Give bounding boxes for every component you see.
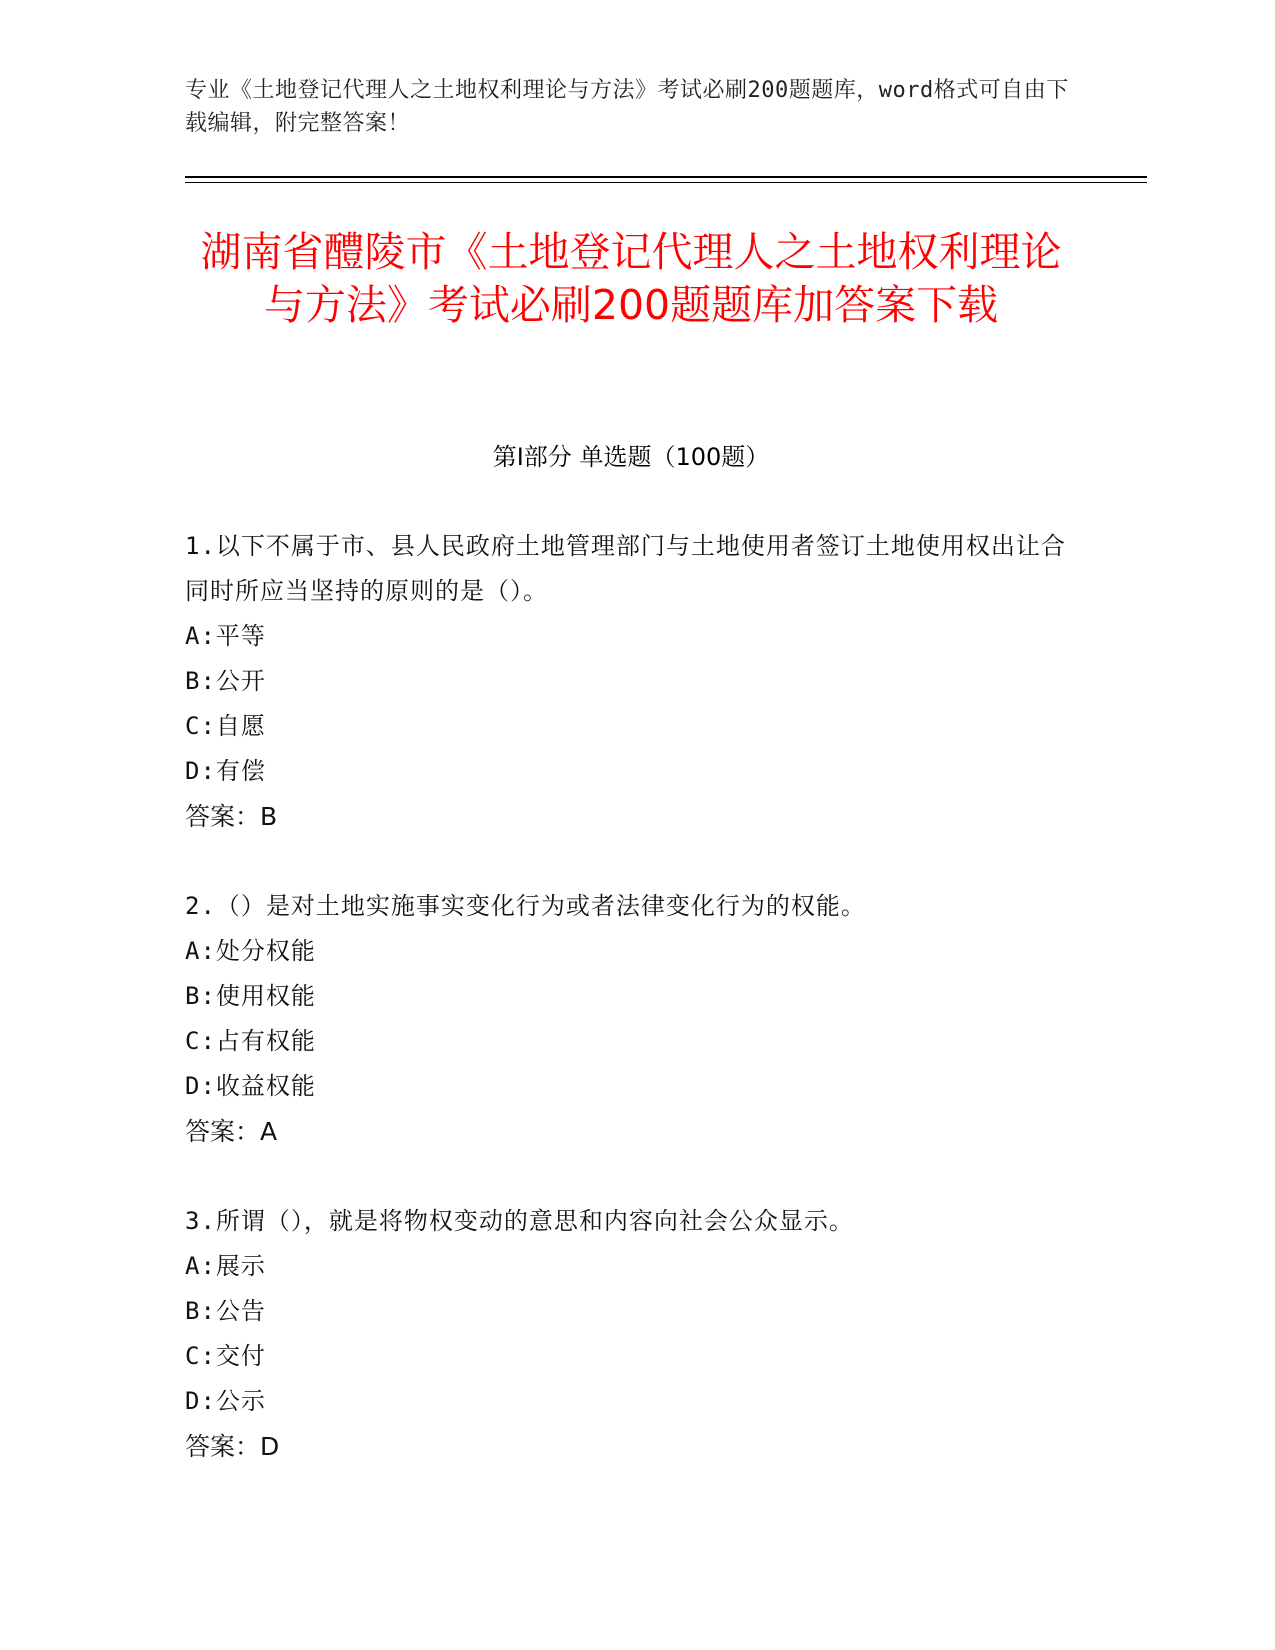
question-block <box>185 524 1075 839</box>
option-b: B:公告 <box>185 1297 266 1325</box>
section-heading: 第I部分 单选题（100题） <box>492 443 770 471</box>
header-divider-thin <box>185 182 1147 183</box>
option-a: A:展示 <box>185 1252 266 1280</box>
header-note: 专业《土地登记代理人之土地权利理论与方法》考试必刷200题题库，word格式可自由下载编辑，附完整答案！ <box>185 78 1069 136</box>
document-title: 湖南省醴陵市《土地登记代理人之土地权利理论与方法》考试必刷200题题库加答案下载 <box>200 228 1062 329</box>
answer-line: 答案：D <box>185 1432 280 1461</box>
question-stem: 3.所谓（），就是将物权变动的意思和内容向社会公众显示。 <box>185 1207 854 1235</box>
option-d: D:公示 <box>185 1387 266 1415</box>
option-c: C:占有权能 <box>185 1027 316 1055</box>
answer-line: 答案：A <box>185 1117 278 1146</box>
option-a: A:平等 <box>185 622 266 650</box>
option-a: A:处分权能 <box>185 937 316 965</box>
question-block <box>185 884 1075 1154</box>
option-c: C:自愿 <box>185 712 266 740</box>
option-d: D:有偿 <box>185 757 266 785</box>
option-b: B:使用权能 <box>185 982 316 1010</box>
option-b: B:公开 <box>185 667 266 695</box>
header-divider-thick <box>185 176 1147 178</box>
question-block <box>185 1199 1075 1469</box>
question-stem: 1.以下不属于市、县人民政府土地管理部门与土地使用者签订土地使用权出让合同时所应当坚持的原则的是（）。 <box>185 532 1066 605</box>
question-stem: 2.（）是对土地实施事实变化行为或者法律变化行为的权能。 <box>185 892 866 920</box>
option-d: D:收益权能 <box>185 1072 316 1100</box>
option-c: C:交付 <box>185 1342 266 1370</box>
answer-line: 答案：B <box>185 802 278 831</box>
